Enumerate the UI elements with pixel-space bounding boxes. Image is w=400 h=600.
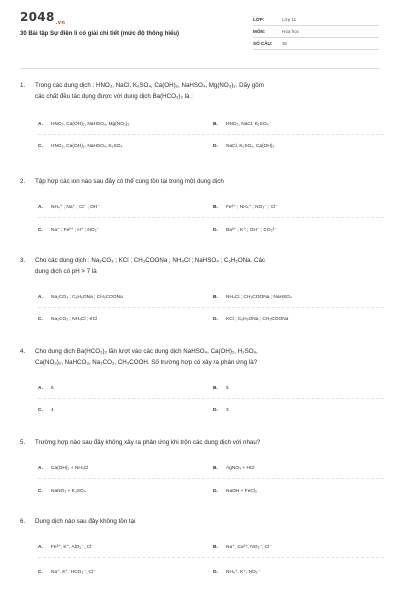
question-text: Trong các dung dịch : HNO₃, NaCl, K₂SO₄, Ca(OH)₂, NaHSO₄, Mg(NO₃)₂. Dãy gồm các chất đều tác dụng được với dung dịch Ba(HCO₃)₂ là : [35,82,264,100]
option-divider [38,398,384,399]
option-d[interactable]: D. NaCl, K₂SO₄, Ca(OH)₂ [213,144,275,149]
answer-options [38,277,385,329]
meta-class-value: Lớp 11 [282,17,297,22]
option-divider [38,478,384,479]
option-a[interactable]: A. HNO₃, Ca(OH)₂, NaHSO₄, Mg(NO₃)₂ [38,122,130,127]
question-number: 2. [20,178,26,185]
question-number: 3. [20,257,26,264]
question-2 [20,176,385,239]
question-number: 4. [20,348,26,355]
option-a[interactable]: A. Ca(OH)₂ + NH₄Cl [38,466,89,471]
meta-count-row [253,38,379,50]
option-d[interactable]: D. KCl ; C₆H₅ONa ; CH₃COONa [213,317,289,322]
question-5 [20,437,385,500]
document-header [0,0,400,62]
option-c[interactable]: C. NaNO₃ + K₂SO₄ [38,489,86,494]
option-b[interactable]: B. Fe²⁺ ; NH₄⁺ ; NO₃⁻ ; Cl⁻ [213,205,278,210]
option-c[interactable]: C. HNO₃, Ca(OH)₂, NaHSO₄, K₂SO₄ [38,144,123,149]
meta-class-label: LỚP: [253,17,265,22]
option-c[interactable]: C. Na⁺, K⁺, HCO₃⁻, Cl⁻ [38,570,96,575]
question-text: Dung dịch nào sau đây không tồn tại [35,518,136,525]
question-number: 5. [20,439,26,446]
option-a[interactable]: A. 6 [38,386,54,391]
question-3 [20,255,385,329]
meta-subject-label: MÔN: [253,29,266,34]
option-divider [38,134,384,135]
question-number: 1. [20,82,26,89]
option-d[interactable]: D. 3 [213,408,229,413]
answer-options [38,368,385,420]
question-4 [20,346,385,420]
question-1 [20,80,385,154]
option-c[interactable]: C. 4 [38,408,54,413]
option-d[interactable]: D. NaOH + FeCl₃ [213,489,257,494]
question-number: 6. [20,518,26,525]
site-logo[interactable]: $2048_{.vn}$ [20,10,66,27]
option-d[interactable]: D. Ba²⁺ ; K⁺ ; OH⁻ ; CO₃²⁻ [213,228,277,233]
question-text: Cho dung dịch Ba(HCO₃)₂ lần lượt vào các dung dịch NaHSO₄, Ca(OH)₂, H₂SO₄, Ca(NO₃)₂, NaHCO₃, Na₂CO₃, CH₃COOH. Số trường hợp có xảy ra phản ứng là? [35,348,258,366]
meta-subject-value: Hóa học [282,29,300,34]
option-d[interactable]: D. NH₄⁺, K⁺, NO₃⁻ [213,570,261,575]
option-a[interactable]: A. NH₄⁺ ; Na⁺ ; Cl⁻ ; OH⁻ [38,205,100,210]
header-divider [20,68,380,69]
meta-class-row [253,14,379,26]
meta-count-value: 30 [282,41,288,46]
option-a[interactable]: A. Fe³⁺, K⁺, AlO₂⁻, Cl⁻ [38,545,94,550]
answer-options [38,187,385,239]
answer-options [38,448,385,500]
meta-count-label: SỐ CÂU: [253,41,273,46]
option-b[interactable]: B. 5 [213,386,229,391]
option-divider [38,217,384,218]
answer-options [38,527,385,579]
question-6 [20,516,385,579]
option-b[interactable]: B. NH₄Cl ; CH₃COONa ; NaHSO₄ [213,295,292,300]
option-c[interactable]: C. Na₂CO₃ ; NH₄Cl ; KCl [38,317,98,322]
option-divider [38,307,384,308]
option-c[interactable]: C. Na⁺ ; Fe²⁺ ; H⁺ ; NO₃⁻ [38,228,100,233]
option-a[interactable]: A. Na₂CO₃ ; C₆H₅ONa ; CH₃COONa [38,295,123,300]
question-text: Cho các dung dịch : Na₂CO₃ ; KCl ; CH₃COONa ; NH₄Cl ; NaHSO₄ ; C₆H₅ONa. Các dung dịch có pH > 7 là [35,257,265,275]
document-title: 30 Bài tập Sự điện li có giải chi tiết (mức độ thông hiểu) [20,31,180,38]
option-b[interactable]: B. HNO₃, NaCl, K₂SO₄ [213,122,269,127]
document-meta [253,14,379,50]
answer-options [38,102,385,154]
option-divider [38,557,384,558]
option-b[interactable]: B. AgNO₃ + HCl [213,466,255,471]
question-text: Tập hợp các ion nào sau đây có thể cùng tồn tại trong một dung dịch [35,178,224,185]
option-b[interactable]: B. Na⁺, Cu²⁺, NO₃⁻, Cl⁻ [213,545,272,550]
question-text: Trường hợp nào sau đây không xảy ra phản ứng khi trộn các dung dịch với nhau? [35,439,261,446]
meta-subject-row [253,26,379,38]
